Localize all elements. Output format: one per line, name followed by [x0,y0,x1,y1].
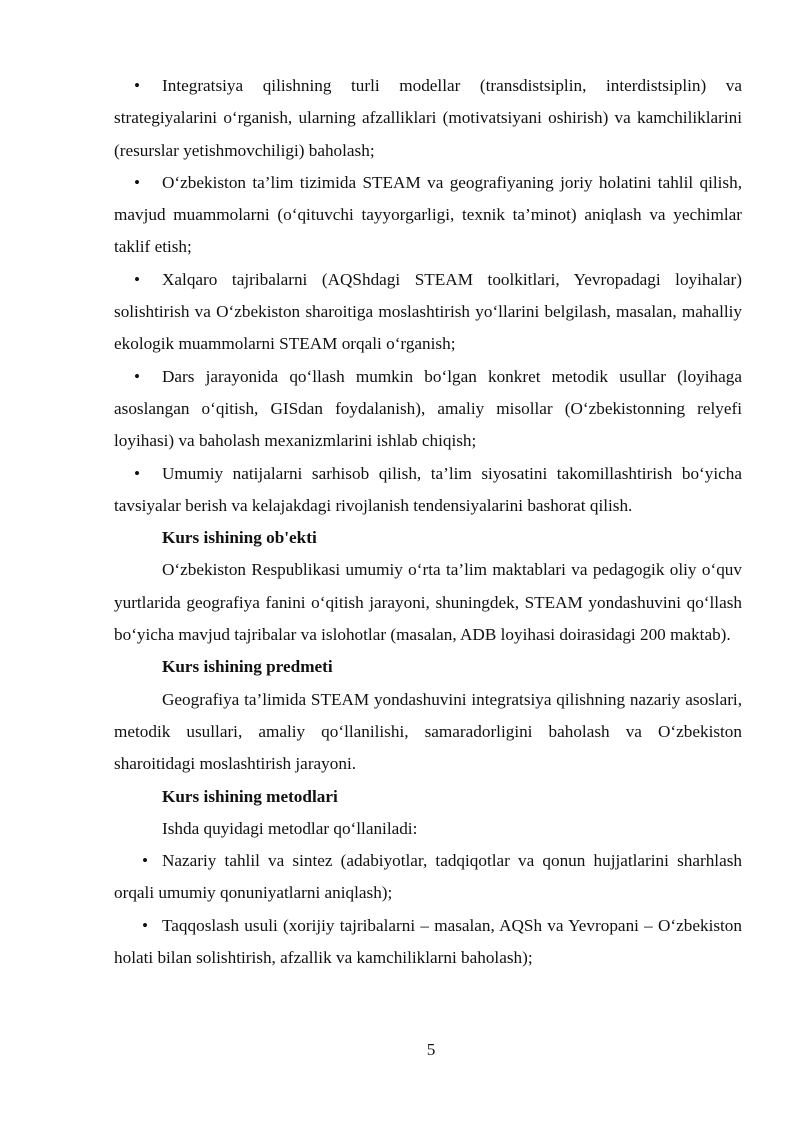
list-item: • Nazariy tahlil va sintez (adabiyotlar, tadqiqotlar va qonun hujjatlarini sharhlash orqali umumiy qonuniyatlarni aniqlash); [114,851,742,903]
list-item: • Taqqoslash usuli (xorijiy tajribalarni – masalan, AQSh va Yevropani – O‘zbekiston holati bilan solishtirish, afzallik va kamchiliklarni baholash); [114,915,742,968]
page-number: 5 [426,1040,436,1059]
list-item: • Umumiy natijalarni sarhisob qilish, ta’lim siyosatini takomillashtirish bo‘yicha tavsiyalar berish va kelajakdagi rivojlanish tendensiyalarini bashorat qilish. [114,463,742,515]
section-heading-object: Kurs ishining ob'ekti [162,528,317,548]
section-heading-methods: Kurs ishining metodlari [162,786,338,806]
list-item-text: O‘zbekiston ta’lim tizimida STEAM va geografiyaning joriy holatini tahlil qilish, mavjud muammolarni (o‘qituvchi tayyorgarligi, texnik ta’minot) aniqlash va yechimlar taklif etish; [114,172,742,257]
list-item-text: Dars jarayonida qo‘llash mumkin bo‘lgan konkret metodik usullar (loyihaga asoslangan o‘qitish, GISdan foydalanish), amaliy misollar (O‘zbekistonning relyefi loyihasi) va baholash mexanizmlarini ishlab chiqish; [114,366,742,451]
methods-intro: Ishda quyidagi metodlar qo‘llaniladi: [162,818,418,838]
section-text-object: O‘zbekiston Respublikasi umumiy o‘rta ta’lim maktablari va pedagogik oliy o‘quv yurtlarida geografiya fanini o‘qitish jarayoni, shuningdek, STEAM yondashuvini qo‘llash bo‘yicha mavjud tajribalar va islohotlar (masalan, ADB loyihasi doirasidagi 200 maktab). [114,560,742,645]
list-item: • O‘zbekiston ta’lim tizimida STEAM va geografiyaning joriy holatini tahlil qilish, mavjud muammolarni (o‘qituvchi tayyorgarligi, texnik ta’minot) aniqlash va yechimlar taklif etish; [114,172,742,257]
section-heading-subject: Kurs ishining predmeti [162,657,333,677]
list-item-text: Umumiy natijalarni sarhisob qilish, ta’lim siyosatini takomillashtirish bo‘yicha tavsiyalar berish va kelajakdagi rivojlanish tendensiyalarini bashorat qilish. [114,463,742,515]
list-item-text: Taqqoslash usuli (xorijiy tajribalarni – masalan, AQSh va Yevropani – O‘zbekiston holati bilan solishtirish, afzallik va kamchiliklarni baholash); [114,915,742,968]
list-item: • Dars jarayonida qo‘llash mumkin bo‘lgan konkret metodik usullar (loyihaga asoslangan o‘qitish, GISdan foydalanish), amaliy misollar (O‘zbekistonning relyefi loyihasi) va baholash mexanizmlarini ishlab chiqish; [114,366,742,451]
section-text-subject: Geografiya ta’limida STEAM yondashuvini integratsiya qilishning nazariy asoslari, metodik usullari, amaliy qo‘llanilishi, samaradorligini baholash va O‘zbekiston sharoitidagi moslashtirish jarayoni. [114,689,742,774]
list-item-text: Integratsiya qilishning turli modellar (transdistsiplin, interdistsiplin) va strategiyalarini o‘rganish, ularning afzalliklari (motivatsiyani oshirish) va kamchiliklarini (resurslar yetishmovchiligi) baholash; [114,76,742,160]
document-page [114,70,742,974]
list-item-text: Xalqaro tajribalarni (AQShdagi STEAM toolkitlari, Yevropadagi loyihalar) solishtirish va O‘zbekiston sharoitiga moslashtirish yo‘llarini belgilash, masalan, mahalliy ekologik muammolarni STEAM orqali o‘rganish; [114,269,742,354]
list-item: • Integratsiya qilishning turli modellar (transdistsiplin, interdistsiplin) va strategiyalarini o‘rganish, ularning afzalliklari (motivatsiyani oshirish) va kamchiliklarini (resurslar yetishmovchiligi) baholash; [114,76,742,160]
list-item: • Xalqaro tajribalarni (AQShdagi STEAM toolkitlari, Yevropadagi loyihalar) solishtirish va O‘zbekiston sharoitiga moslashtirish yo‘llarini belgilash, masalan, mahalliy ekologik muammolarni STEAM orqali o‘rganish; [114,269,742,354]
list-item-text: Nazariy tahlil va sintez (adabiyotlar, tadqiqotlar va qonun hujjatlarini sharhlash orqali umumiy qonuniyatlarni aniqlash); [114,851,742,903]
